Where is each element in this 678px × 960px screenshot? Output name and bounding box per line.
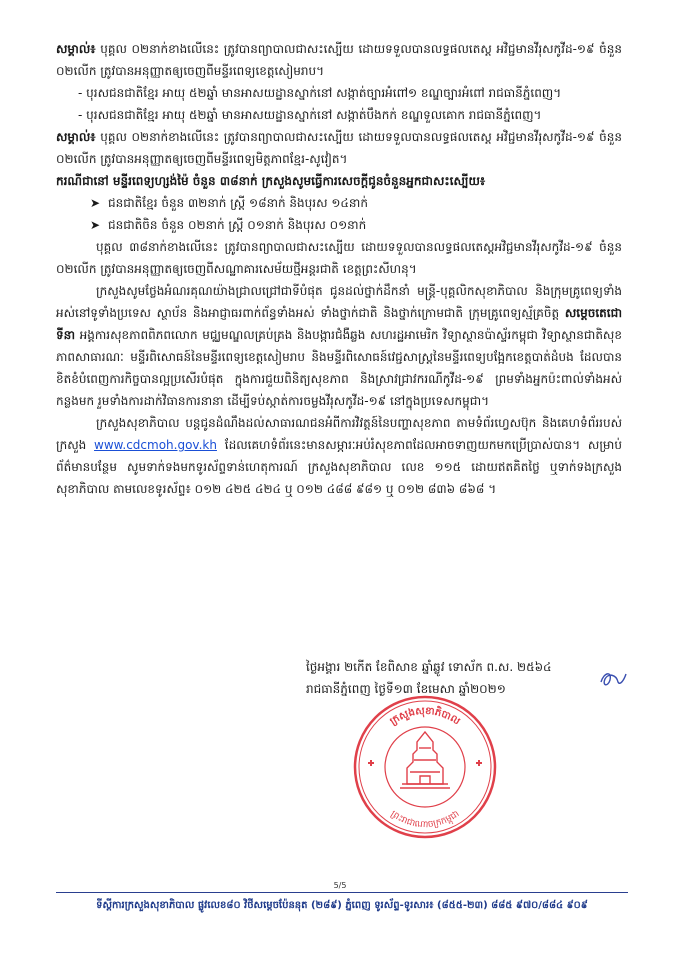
svg-text:ព្រះរាជាណាចក្រកម្ពុជា	[389, 809, 462, 830]
thanks-part-1: ក្រសួងសូមថ្លែងអំណរគុណយ៉ាងជ្រាលជ្រៅជាទីបំផុត ជូនដល់ថ្នាក់ដឹកនាំ មន្ត្រី-បុគ្គលិកសុខាភិបាល និងក្រុមគ្រូពេទ្យទាំងអស់នៅទូទាំងប្រទេស ស្ថាប័ន និងអាជ្ញាធរពាក់ព័ន្ធទាំងអស់ ទាំងថ្នាក់ជាតិ និងថ្នាក់ក្រោមជាតិ ក្រុមគ្រូពេទ្យស្ម័គ្រចិត្ត	[56, 284, 622, 320]
page-number: 5/5	[333, 881, 347, 890]
arrow-item-2	[56, 214, 622, 236]
arrow-item-1-text: ជនជាតិខ្មែរ ចំនួន ៣២នាក់ ស្ត្រី ១៨នាក់ និងបុរស ១៤នាក់	[108, 196, 368, 210]
contact-paragraph	[56, 412, 622, 500]
note-1-label: សម្គាល់៖	[56, 42, 96, 56]
note-2	[56, 126, 622, 170]
arrow-item-2-text: ជនជាតិចិន ចំនួន ០២នាក់ ស្ត្រី ០១នាក់ និងបុរស ០១នាក់	[108, 218, 367, 232]
note-2-label: សម្គាល់៖	[56, 130, 96, 144]
arrow-item-1	[56, 192, 622, 214]
svg-text:ក្រសួងសុខាភិបាល	[388, 705, 462, 728]
signature-icon	[598, 668, 628, 690]
note-1-bullet-1: - បុរសជនជាតិខ្មែរ អាយុ ៥២ឆ្នាំ មានអាសយដ្ឋានស្នាក់នៅ សង្កាត់ច្បារអំពៅ១ ខណ្ឌច្បារអំពៅ រាជធានីភ្នំពេញ។	[78, 86, 562, 100]
thanks-name: សម្តេចតេជោ ទីនា	[56, 306, 622, 342]
note-1-text: បុគ្គល ០២នាក់ខាងលើនេះ ត្រូវបានព្យាបាលជាសះស្បើយ ដោយទទួលបានលទ្ធផលតេស្ត អវិជ្ជមានវីរុសកូវីដ-១៩ ចំនួន ០២លើក ត្រូវបានអនុញ្ញាតឲ្យចេញពីមន្ទីរពេទ្យខេត្តសៀមរាប។	[56, 42, 622, 78]
note-2-text: បុគ្គល ០២នាក់ខាងលើនេះ ត្រូវបានព្យាបាលជាសះស្បើយ ដោយទទួលបានលទ្ធផលតេស្ត អវិជ្ជមានវីរុសកូវីដ-១៩ ចំនួន ០២លើក ត្រូវបានអនុញ្ញាតឲ្យចេញពីមន្ទីរពេទ្យមិត្តភាពខ្មែរ-សូវៀត។	[56, 130, 622, 166]
lunar-date: ថ្ងៃអង្គារ ២កើត ខែពិសាខ ឆ្នាំឆ្លូវ ទោស័ក ព.ស. ២៥៦៤	[306, 660, 552, 674]
seal-top-text: ក្រសួងសុខាភិបាល	[388, 705, 462, 728]
ministry-seal-icon	[350, 692, 500, 842]
seal-bottom-text: ព្រះរាជាណាចក្រកម្ពុជា	[388, 809, 462, 831]
note-1	[56, 38, 622, 82]
thanks-part-2: អង្គការសុខភាពពិភពលោក មជ្ឈមណ្ឌលគ្រប់គ្រង និងបង្ការជំងឺឆ្លង សហរដ្ឋអាមេរិក វិទ្យាស្ថានប៉ាស្ទ័រកម្ពុជា វិទ្យាស្ថានជាតិសុខភាពសាធារណៈ មន្ទីរពិសោធន៍នៃមន្ទីរពេទ្យខេត្តសៀមរាប និងមន្ទីរពិសោធន៍វេជ្ជសាស្ត្រនៃមន្ទីរពេទ្យបង្អែកខេត្តបាត់ដំបង ដែលបានខិតខំបំពេញការកិច្ចបានល្អប្រសើរបំផុត ក្នុងការជួយពិនិត្យសុខភាព និងស្រាវជ្រាវករណីកូវីដ-១៩ ព្រមទាំងអ្នកប៉ះពាល់ទាំងអស់កន្លងមក រួមទាំងការដាក់វិធានការនានា ដើម្បីទប់ស្កាត់ការចម្លងវីរុសកូវីដ-១៩ នៅក្នុងប្រទេសកម្ពុជា។	[56, 328, 622, 408]
contact-part-1: ក្រសួងសុខាភិបាល បន្តជូនដំណឹងដល់សាធារណជនអំពីការវិវត្តន៍នៃបញ្ហាសុខភាព តាមទំព័រហ្វេសប៊ុក និងគេហទំព័ររបស់ក្រសួង	[56, 416, 622, 452]
contact-part-2: ដែលគេហទំព័រនេះមានសម្ភារៈអប់រំសុខភាពដែលអាចទាញយកមកប្រើប្រាស់បាន។ សម្រាប់ព័ត៌មានបន្ថែម សូមទាក់ទងមកទូរស័ព្ទទាន់ហេតុការណ៍ ក្រសួងសុខាភិបាល លេខ ១១៥ ដោយឥតគិតថ្លៃ ឬទាក់ទងក្រសួងសុខាភិបាល តាមលេខទូរស័ព្ទ៖ ០១២ ៤២៥ ៤២៤ ឬ ០១២ ៤៨៨ ៩៨១ ឬ ០១២ ៨៣៦ ៨៦៨ ។	[56, 438, 622, 496]
footer-divider	[56, 892, 628, 893]
thanks-paragraph	[56, 280, 622, 412]
note-1-bullet-2: - បុរសជនជាតិខ្មែរ អាយុ ៥២ឆ្នាំ មានអាសយដ្ឋានស្នាក់នៅ សង្កាត់បឹងកក់ ខណ្ឌទួលគោក រាជធានីភ្នំពេញ។	[78, 108, 542, 122]
website-link[interactable]: www.cdcmoh.gov.kh	[94, 438, 217, 452]
section-heading: ករណីជានៅ មន្ទីរពេទ្យហ្សង់ម៉ៃ ចំនួន ៣៨នាក់ ក្រសួងសូមធ្វើការសេចក្តីជូនចំនួនអ្នកជាសះស្បើយ៖	[56, 174, 486, 188]
recovered-38-paragraph: បុគ្គល ៣៨នាក់ខាងលើនេះ ត្រូវបានព្យាបាលជាសះស្បើយ ដោយទទួលបានលទ្ធផលតេស្តអវិជ្ជមានវីរុសកូវីដ-១៩ ចំនួន ០២លើក ត្រូវបានអនុញ្ញាតឲ្យចេញពីសណ្ឋាគារសេម័យថ្មីអន្តរជាតិ ខេត្តព្រះសីហនុ។	[56, 240, 622, 276]
solar-date: រាជធានីភ្នំពេញ ថ្ងៃទី១៣ ខែមេសា ឆ្នាំ២០២១	[306, 682, 506, 696]
arrow-bullet-icon: ➤	[90, 196, 101, 210]
footer-address: ទីស្តីការក្រសួងសុខាភិបាល ផ្លូវលេខ៨០ វិថីសម្តេចប៉ែននុត (២៨៩) ភ្នំពេញ ទូរស័ព្ទ-ទូរសារ៖ (៨៥៥-២៣) ៨៨៥ ៩៧០/៨៨៤ ៩០៩	[96, 900, 588, 911]
document-body	[56, 38, 622, 500]
arrow-bullet-icon: ➤	[90, 218, 101, 232]
